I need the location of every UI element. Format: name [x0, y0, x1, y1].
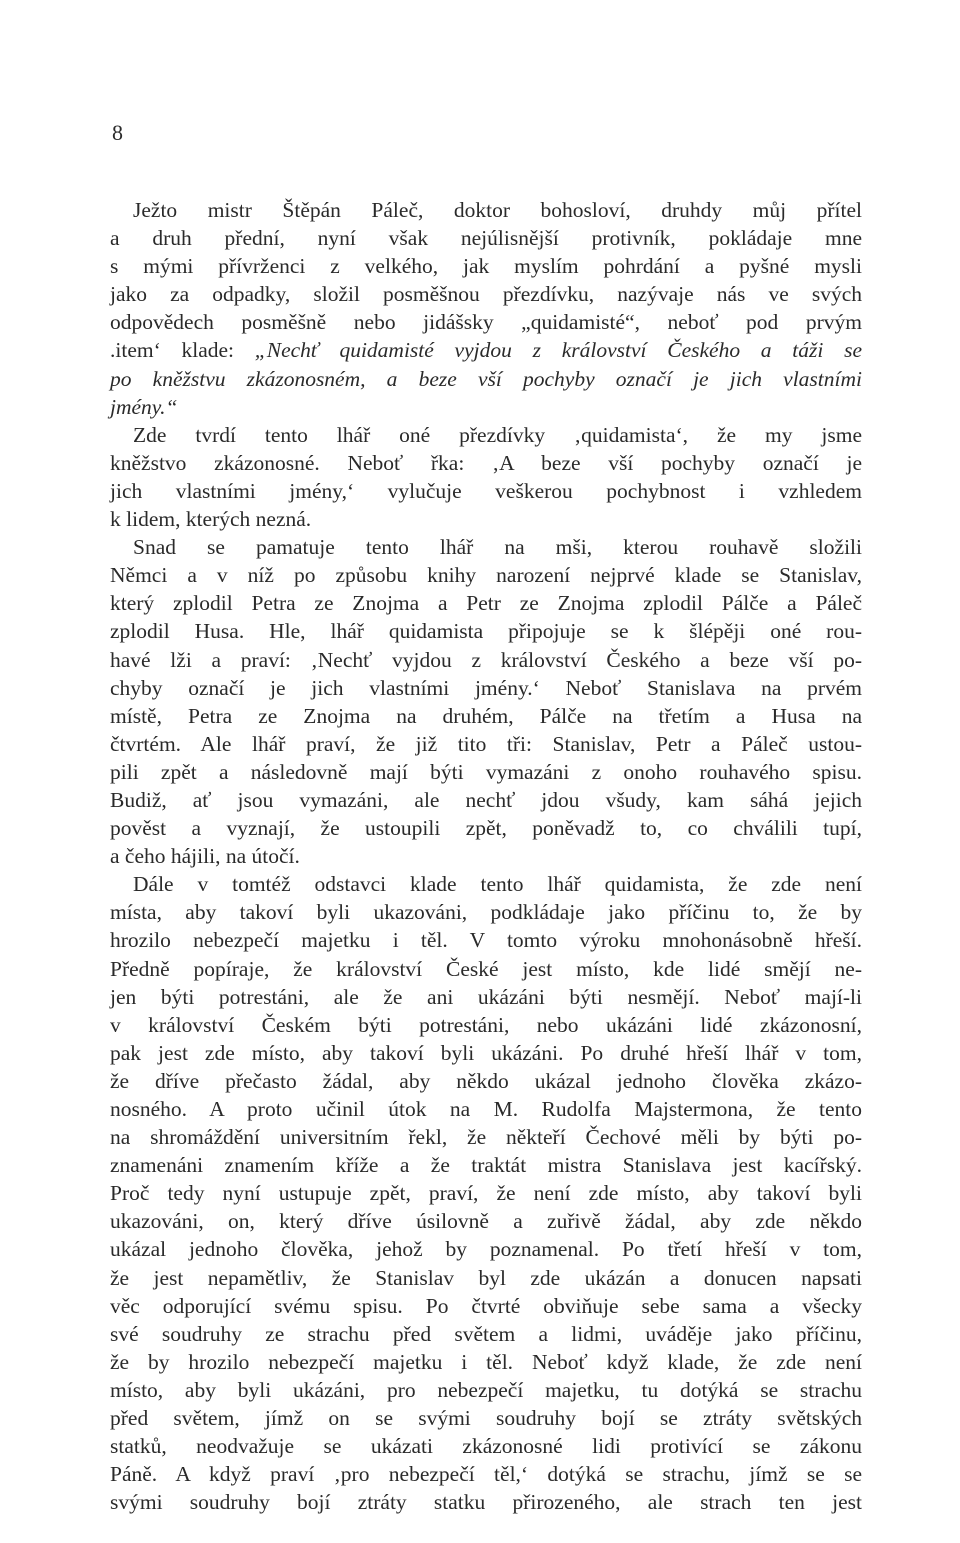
text-line-prefix: .item‘ klade:: [110, 338, 255, 363]
text-line: [110, 336, 862, 364]
text-line: že by hrozilo nebezpečí majetku i těl. Neboť když klade, že zde není: [110, 1349, 862, 1374]
text-line: Předně popíraje, že království České jest místo, kde lidé smějí ne-: [110, 956, 862, 981]
text-line: Němci a v níž po způsobu knihy narození nejprvé klade se Stanislav,: [110, 563, 862, 588]
text-line: že jest nepamětliv, že Stanislav byl zde ukázán a donucen napsati: [110, 1265, 862, 1290]
text-line: v království Českém býti potrestáni, nebo ukázáni lidé zkázonosní,: [110, 1012, 862, 1037]
text-line: odpovědech posměšně nebo jidášsky „quidamisté“, neboť pod prvým: [110, 310, 862, 335]
page-number: 8: [112, 120, 123, 145]
text-line: místo, aby byli ukázáni, pro nebezpečí majetku, tu dotýká se strachu: [110, 1377, 862, 1402]
text-line: jmény.“: [110, 394, 178, 419]
quoted-italic-text: „Nechť quidamisté vyjdou z království Českého a táži se: [254, 338, 863, 363]
text-line: Budiž, ať jsou vymazáni, ale nechť jdou všudy, kam sáhá jejich: [110, 787, 862, 812]
text-line: chyby označí je jich vlastními jmény.‘ Neboť Stanislava na prvém: [110, 675, 862, 700]
text-line: s mými přívrženci z velkého, jak myslím pohrdání a pyšné mysli: [110, 254, 862, 279]
text-line: jich vlastními jmény,‘ vylučuje veškerou pochybnost i vzhledem: [110, 478, 862, 503]
text-line: svými soudruhy bojí ztráty statku přirozeného, ale strach ten jest: [110, 1490, 862, 1515]
text-line: Zde tvrdí tento lhář oné přezdívky ‚quidamista‘, že my jsme: [133, 422, 862, 447]
text-line: který zplodil Petra ze Znojma a Petr ze Znojma zplodil Pálče a Páleč: [110, 591, 862, 616]
text-line: Snad se pamatuje tento lhář na mši, kterou rouhavě složili: [133, 535, 862, 560]
text-line: jen býti potrestáni, ale že ani ukázáni býti nesmějí. Neboť mají-li: [110, 984, 862, 1009]
text-line: místě, Petra ze Znojma na druhém, Pálče na třetím a Husa na: [110, 703, 862, 728]
text-line: Proč tedy nyní ustupuje zpět, praví, že není zde místo, aby takoví byli: [110, 1181, 862, 1206]
text-line: Páně. A když praví ‚pro nebezpečí těl,‘ dotýká se strachu, jímž se se: [110, 1462, 862, 1487]
text-line: a druh přední, nyní však nejúlisnější protivník, pokládaje mne: [110, 226, 862, 251]
text-line: pili zpět a následovně mají býti vymazáni z onoho rouhavého spisu.: [110, 759, 862, 784]
body-text: [110, 196, 862, 1516]
text-line: své soudruhy ze strachu před světem a lidmi, uváděje jako příčinu,: [110, 1321, 862, 1346]
text-line: pověst a vyznají, že ustoupili zpět, poněvadž to, co chválili tupí,: [110, 816, 862, 841]
text-line: čtvrtém. Ale lhář praví, že již tito tři: Stanislav, Petr a Páleč ustou-: [110, 731, 862, 756]
text-line: že dříve přečasto žádal, aby někdo ukázal jednoho člověka zkázo-: [110, 1068, 862, 1093]
text-line: na shromáždění universitním řekl, že někteří Čechové měli by býti po-: [110, 1125, 862, 1150]
text-line: jako za odpadky, složil posměšnou přezdívku, nazývaje nás ve svých: [110, 282, 862, 307]
text-line: k lidem, kterých nezná.: [110, 507, 312, 532]
text-line: Dále v tomtéž odstavci klade tento lhář quidamista, že zde není: [133, 872, 862, 897]
text-line: a čeho hájili, na útočí.: [110, 844, 300, 869]
text-line: po kněžstvu zkázonosném, a beze vší pochyby označí je jich vlastními: [110, 366, 862, 391]
text-line: místa, aby takoví byli ukazováni, podkládaje jako příčinu to, že by: [110, 900, 862, 925]
text-line: ukázal jednoho člověka, jehož by poznamenal. Po třetí hřeší v tom,: [110, 1237, 862, 1262]
text-line: zplodil Husa. Hle, lhář quidamista připojuje se k šlépěji oné rou-: [110, 619, 862, 644]
text-line: statků, neodvažuje se ukázati zkázonosné lidi protivící se zákonu: [110, 1434, 862, 1459]
text-line: nosného. A proto učinil útok na M. Rudolfa Majstermona, že tento: [110, 1097, 862, 1121]
text-line: znamenáni znamením kříže a že traktát mistra Stanislava jest kacířský.: [110, 1153, 862, 1178]
text-line: kněžstvo zkázonosné. Neboť řka: ‚A beze vší pochyby označí je: [110, 450, 862, 475]
text-line: před světem, jímž on se svými soudruhy bojí se ztráty světských: [110, 1406, 862, 1431]
text-line: pak jest zde místo, aby takoví byli ukázáni. Po druhé hřeší lhář v tom,: [110, 1040, 862, 1065]
text-line: věc odporující svému spisu. Po čtvrté obviňuje sebe sama a všecky: [110, 1293, 862, 1318]
text-line: havé lži a praví: ‚Nechť vyjdou z království Českého a beze vší po-: [110, 647, 862, 672]
text-line: Ježto mistr Štěpán Páleč, doktor bohosloví, druhdy můj přítel: [133, 198, 862, 222]
text-line: ukazováni, on, který dříve úsilovně a zuřivě žádal, aby zde někdo: [110, 1209, 862, 1234]
text-line: hrozilo nebezpečí majetku i těl. V tomto výroku mnohonásobně hřeší.: [110, 928, 862, 953]
